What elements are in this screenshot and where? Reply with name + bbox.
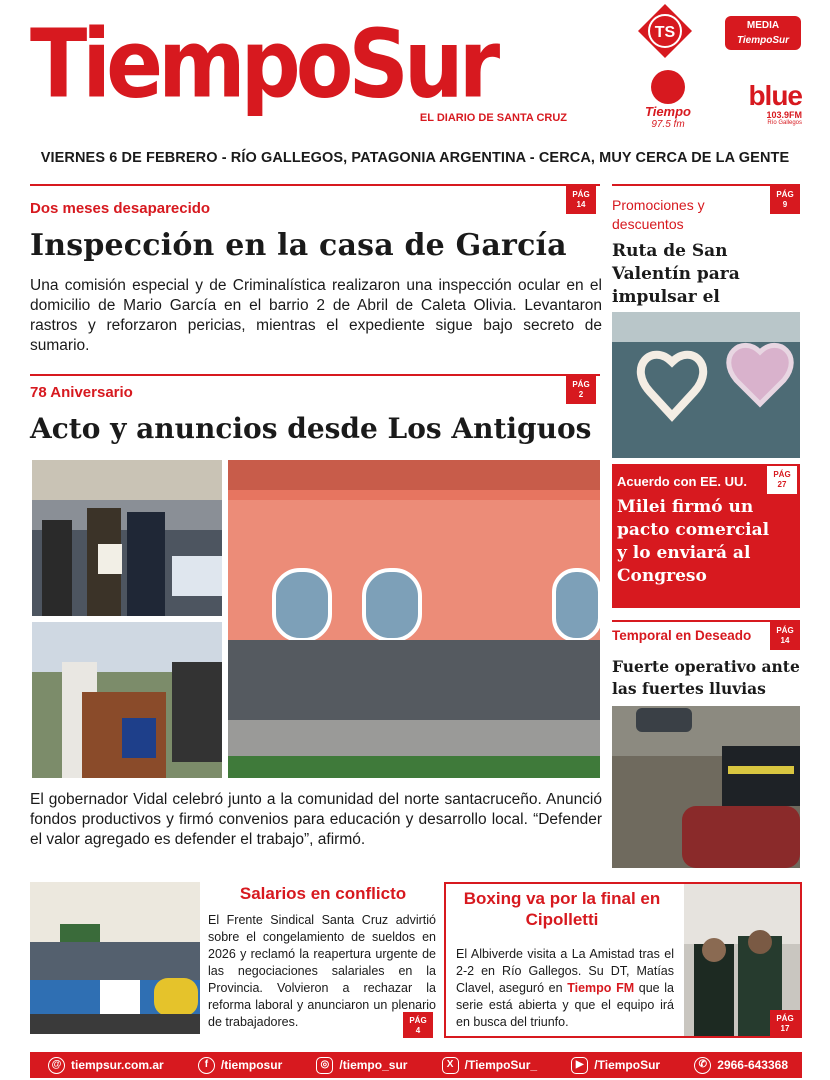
social-footer: [30, 1052, 802, 1078]
side3-headline[interactable]: Fuerte operativo ante las fuertes lluvias: [612, 657, 800, 698]
blue-fm-frequency: 103.9FM: [766, 110, 802, 120]
tiempo-fm-icon: [651, 70, 685, 104]
bottom1-headline[interactable]: Salarios en conflicto: [239, 884, 407, 903]
tiempo-fm-highlight: Tiempo FM: [567, 981, 635, 995]
page-ref: [770, 1010, 800, 1036]
side3-kicker: Temporal en Deseado: [612, 628, 752, 643]
footer-x-label: /TiempoSur_: [464, 1058, 538, 1072]
tiempo-fm-name: Tiempo: [645, 104, 691, 119]
page-ref-label: PÁG: [776, 190, 794, 199]
newspaper-logo: TiempoSur: [30, 9, 496, 119]
union-meeting-photo: [30, 882, 200, 1034]
ceremony-photo: [32, 460, 222, 616]
globe-icon: @: [48, 1057, 65, 1074]
story2-body: El gobernador Vidal celebró junto a la comunidad del norte santacruceño. Anunció fondos productivos y firmó convenios para educación y desarrollo local. “Defender el valor agregado es defender el trabajo”, afirmó.: [30, 791, 602, 848]
bottom2-body: [456, 946, 674, 1031]
dateline: VIERNES 6 DE FEBRERO - RÍO GALLEGOS, PATAGONIA ARGENTINA - CERCA, MUY CERCA DE LA GENTE: [40, 150, 790, 166]
section-rule: [30, 184, 600, 186]
page-ref: [767, 466, 797, 494]
footer-facebook[interactable]: [198, 1057, 282, 1074]
footer-youtube-label: /TiempoSur: [594, 1058, 661, 1072]
tagline: EL DIARIO DE SANTA CRUZ: [419, 112, 567, 124]
x-icon: X: [442, 1057, 459, 1074]
page-ref-number: 4: [415, 1026, 421, 1035]
story1-body: Una comisión especial y de Criminalística realizaron una inspección ocular en el domicilio de Mario García en el barrio 2 de Abril de Caleta Olivia. Levantaron rastros y reforzaron pericias, mientras el expediente sigue bajo secreto de sumario.: [30, 277, 602, 354]
page-ref-number: 14: [576, 200, 586, 209]
side1-kicker: Promociones y descuentos: [612, 197, 705, 232]
footer-website[interactable]: [48, 1057, 164, 1074]
story2-kicker: 78 Aniversario: [30, 384, 133, 401]
bottom2-body-text: que la serie está abierta y que el equipo irá en busca del triunfo.: [456, 981, 675, 1029]
whatsapp-icon: ✆: [694, 1057, 711, 1074]
footer-website-label: tiempsur.com.ar: [71, 1058, 164, 1072]
valentine-decor-photo: [612, 312, 800, 458]
page-ref-label: PÁG: [776, 626, 794, 635]
facebook-icon: f: [198, 1057, 215, 1074]
page-ref-label: PÁG: [572, 190, 590, 199]
section-rule: [30, 374, 600, 376]
page-ref-number: 2: [578, 390, 584, 399]
blue-fm-city: Río Gallegos: [767, 120, 802, 126]
side1-headline[interactable]: Ruta de San Valentín para impulsar el: [612, 241, 740, 307]
blue-fm-logo: [730, 82, 802, 126]
media-label: MEDIA: [746, 20, 780, 31]
page-ref-label: PÁG: [773, 470, 791, 479]
footer-whatsapp[interactable]: [694, 1057, 788, 1074]
footer-x[interactable]: [442, 1057, 537, 1074]
ts-brand-logo: [636, 2, 694, 60]
page-ref-label: PÁG: [572, 380, 590, 389]
page-ref: [566, 376, 596, 404]
footer-facebook-label: /tiemposur: [220, 1058, 283, 1072]
page-ref: [770, 186, 800, 214]
footer-youtube[interactable]: [571, 1057, 660, 1074]
media-sublabel: TiempoSur: [736, 35, 790, 46]
story2-headline[interactable]: Acto y anuncios desde Los Antiguos: [30, 412, 592, 445]
page-ref: [403, 1012, 433, 1038]
footer-instagram[interactable]: [316, 1057, 407, 1074]
bottom2-headline[interactable]: Boxing va por la final en Cipolletti: [463, 889, 661, 929]
podium-photo: [32, 622, 222, 778]
instagram-icon: ◎: [316, 1057, 333, 1074]
page-ref-number: 9: [782, 200, 788, 209]
footer-instagram-label: /tiempo_sur: [339, 1058, 408, 1072]
media-brand-logo: [725, 16, 801, 50]
bottom2-body-text: El Albiverde visita a La Amistad tras el 2-2 en Río Gallegos. Su DT, Matías Clavel, aseguró en: [456, 947, 674, 995]
story1-kicker: Dos meses desaparecido: [30, 200, 211, 217]
tiempo-fm-frequency: 97.5 fm: [651, 119, 685, 130]
masthead: [30, 8, 605, 128]
page-ref-label: PÁG: [409, 1016, 427, 1025]
side2-headline[interactable]: Milei firmó un pacto comercial y lo enviará al Congreso: [617, 497, 770, 586]
bottom1-body: El Frente Sindical Santa Cruz advirtió sobre el congelamiento de sueldos en 2026 y reclamó la reapertura urgente de las negociaciones salariales en la Provincia. Volvieron a rechazar la reforma laboral y anunciaron un plenario de trabajadores.: [208, 913, 436, 1029]
side2-kicker: Acuerdo con EE. UU.: [617, 474, 748, 489]
page-ref-number: 14: [780, 636, 790, 645]
tiempo-fm-logo: [636, 70, 700, 130]
flood-photo: [612, 706, 800, 868]
footer-whatsapp-label: 2966-643368: [717, 1058, 788, 1072]
page-ref: [566, 186, 596, 214]
page-ref-number: 17: [780, 1024, 790, 1033]
page-ref-number: 27: [777, 480, 787, 489]
blue-fm-name: blue: [748, 80, 802, 111]
page-ref-label: PÁG: [776, 1014, 794, 1023]
youtube-icon: ▶: [571, 1057, 588, 1074]
building-group-photo: [228, 460, 600, 778]
svg-text:TS: TS: [654, 24, 676, 41]
page-ref: [770, 622, 800, 650]
story1-headline[interactable]: Inspección en la casa de García: [30, 228, 567, 263]
